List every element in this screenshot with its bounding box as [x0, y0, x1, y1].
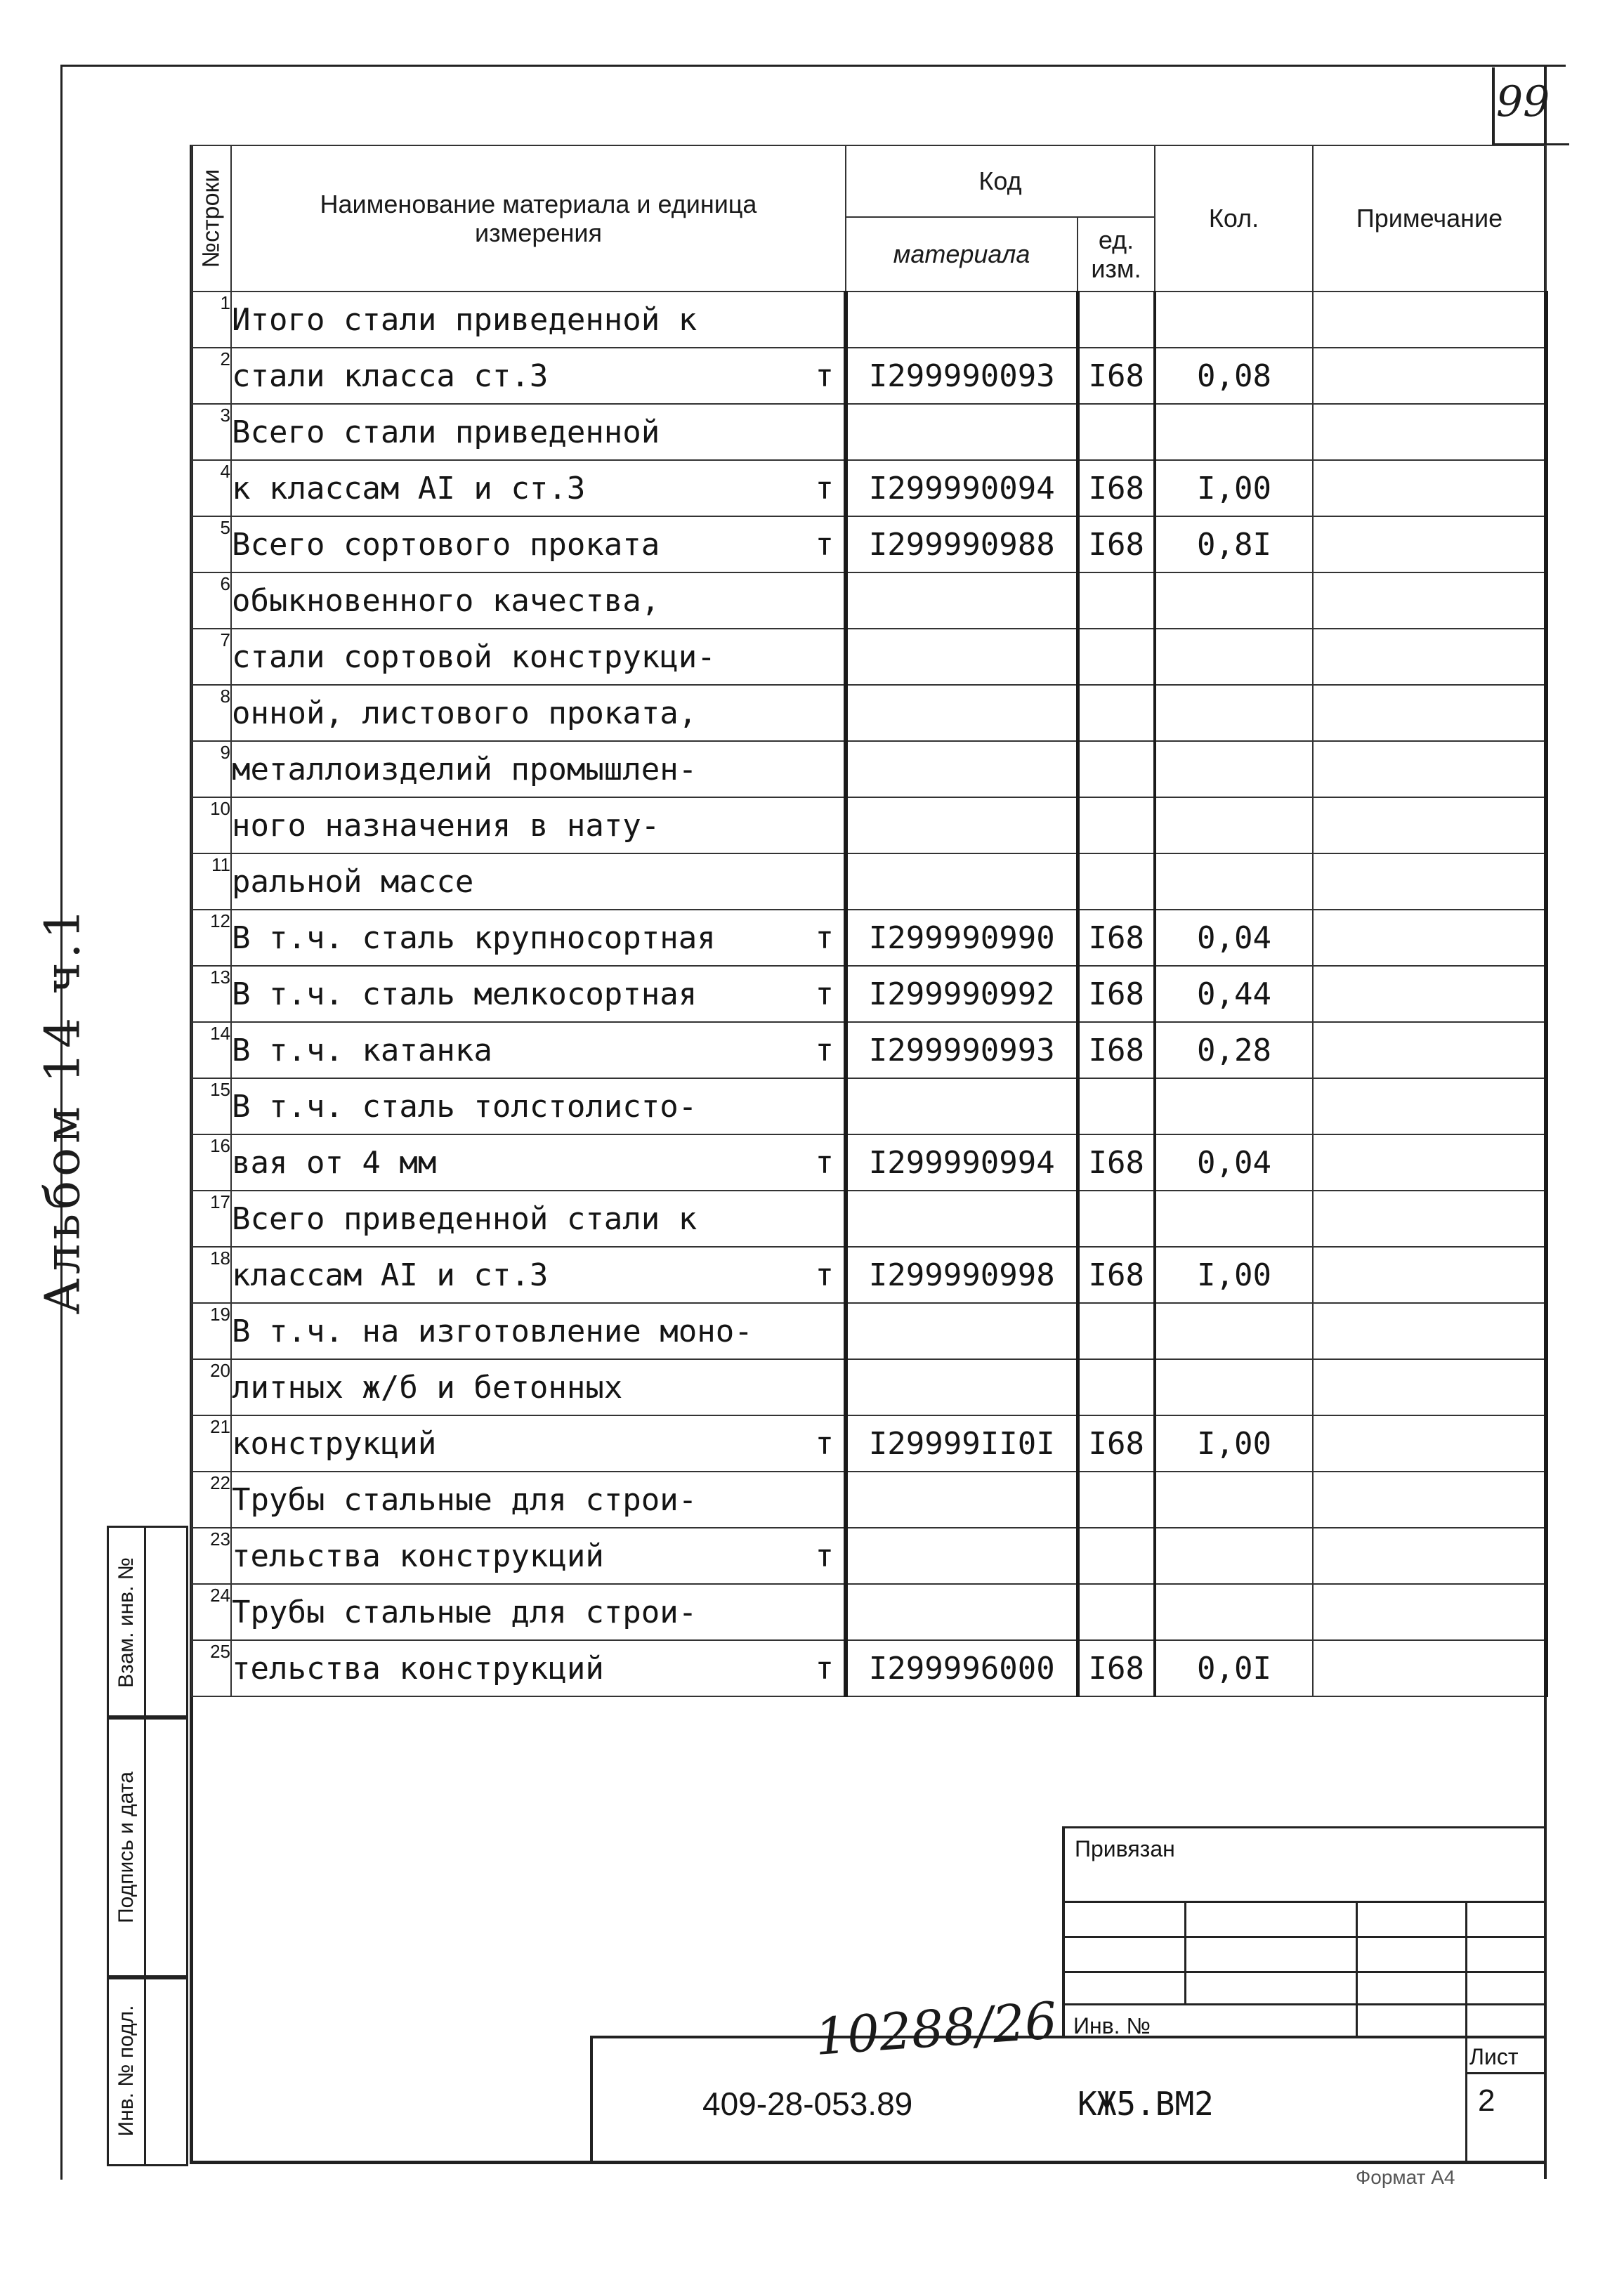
table-row — [192, 404, 1546, 460]
table-row — [192, 910, 1546, 966]
privyazan-label: Привязан — [1075, 1836, 1175, 1861]
row-number-cell: 3 — [192, 404, 231, 460]
stamp-sign-date-label: Подпись и дата — [114, 1772, 138, 1923]
material-code-cell — [846, 629, 1078, 685]
note-cell — [1313, 1584, 1546, 1640]
quantity-cell — [1155, 1584, 1313, 1640]
material-name-cell — [231, 1640, 846, 1696]
quantity-cell — [1155, 629, 1313, 685]
quantity-cell — [1155, 797, 1313, 853]
material-name-cell — [231, 1303, 846, 1359]
unit-code-cell — [1078, 741, 1155, 797]
sheet-number: 2 — [1478, 2083, 1495, 2118]
note-cell — [1313, 348, 1546, 404]
material-code-cell — [846, 685, 1078, 741]
note-cell — [1313, 966, 1546, 1022]
table-row — [192, 1134, 1546, 1191]
material-code-cell — [846, 1472, 1078, 1528]
note-cell — [1313, 292, 1546, 348]
table-row — [192, 685, 1546, 741]
unit-code-cell — [1078, 404, 1155, 460]
row-number-cell: 16 — [192, 1134, 231, 1191]
table-row — [192, 1584, 1546, 1640]
document-code: КЖ5.ВМ2 — [1078, 2085, 1214, 2123]
material-spec-table — [191, 145, 1548, 1697]
row-number-cell: 12 — [192, 910, 231, 966]
material-name-text: В т.ч. катанка — [232, 1032, 492, 1068]
unit-mark: т — [815, 470, 834, 506]
note-cell — [1313, 1528, 1546, 1584]
material-name-text: вая от 4 мм — [232, 1144, 437, 1181]
stamp-inv-podl-label: Инв. № подл. — [114, 2005, 138, 2137]
quantity-cell: 0,8I — [1155, 516, 1313, 572]
material-name-text: тельства конструкций — [232, 1538, 604, 1574]
note-cell — [1313, 1078, 1546, 1134]
unit-code-cell — [1078, 572, 1155, 629]
unit-code-cell — [1078, 1191, 1155, 1247]
material-name-cell — [231, 404, 846, 460]
unit-code-cell: I68 — [1078, 966, 1155, 1022]
table-row — [192, 1359, 1546, 1415]
table-row — [192, 1022, 1546, 1078]
material-name-text: литных ж/б и бетонных — [232, 1369, 623, 1406]
row-number-cell: 23 — [192, 1528, 231, 1584]
material-name-cell — [231, 516, 846, 572]
unit-mark: т — [815, 526, 834, 563]
material-name-cell — [231, 910, 846, 966]
unit-code-cell — [1078, 685, 1155, 741]
row-number-cell: 1 — [192, 292, 231, 348]
quantity-cell — [1155, 741, 1313, 797]
row-number-cell: 5 — [192, 516, 231, 572]
quantity-cell — [1155, 1528, 1313, 1584]
quantity-cell — [1155, 292, 1313, 348]
quantity-cell: 0,44 — [1155, 966, 1313, 1022]
material-name-text: обыкновенного качества, — [232, 582, 660, 619]
album-label: Альбом 14 ч.1 — [35, 904, 91, 1315]
table-row — [192, 1415, 1546, 1472]
row-number-cell: 15 — [192, 1078, 231, 1134]
material-name-cell — [231, 1022, 846, 1078]
material-code-cell: I299990094 — [846, 460, 1078, 516]
quantity-cell — [1155, 1303, 1313, 1359]
material-name-cell — [231, 1134, 846, 1191]
quantity-cell — [1155, 853, 1313, 910]
material-name-text: к классам AI и ст.3 — [232, 470, 586, 506]
material-name-cell — [231, 1415, 846, 1472]
note-cell — [1313, 1640, 1546, 1696]
material-code-cell — [846, 741, 1078, 797]
material-code-cell: I299990993 — [846, 1022, 1078, 1078]
unit-code-cell: I68 — [1078, 460, 1155, 516]
page-number-box-left — [1492, 67, 1495, 145]
unit-code-cell — [1078, 797, 1155, 853]
note-cell — [1313, 853, 1546, 910]
quantity-cell: 0,28 — [1155, 1022, 1313, 1078]
unit-code-cell: I68 — [1078, 1640, 1155, 1696]
quantity-cell: 0,04 — [1155, 1134, 1313, 1191]
material-name-cell — [231, 853, 846, 910]
material-name-text: Трубы стальные для строи- — [232, 1481, 698, 1518]
material-name-text: стали сортовой конструкци- — [232, 639, 716, 675]
unit-code-cell — [1078, 1303, 1155, 1359]
note-cell — [1313, 797, 1546, 853]
material-name-text: конструкций — [232, 1425, 437, 1462]
stamp-inv-podl — [107, 1975, 188, 2166]
unit-mark: т — [815, 1650, 834, 1687]
note-cell — [1313, 460, 1546, 516]
row-number-cell: 17 — [192, 1191, 231, 1247]
material-code-cell: I299990998 — [846, 1247, 1078, 1303]
material-code-header: материала — [846, 217, 1078, 292]
quantity-cell: 0,04 — [1155, 910, 1313, 966]
unit-code-cell — [1078, 1472, 1155, 1528]
stamp-vzam-inv — [107, 1526, 188, 1720]
material-code-cell — [846, 1584, 1078, 1640]
note-cell — [1313, 1022, 1546, 1078]
material-name-cell — [231, 1078, 846, 1134]
table-row — [192, 460, 1546, 516]
material-name-cell — [231, 741, 846, 797]
table-row — [192, 516, 1546, 572]
unit-mark: т — [815, 1425, 834, 1462]
note-cell — [1313, 572, 1546, 629]
table-row — [192, 797, 1546, 853]
material-name-cell — [231, 966, 846, 1022]
row-number-cell: 11 — [192, 853, 231, 910]
note-cell — [1313, 741, 1546, 797]
material-name-cell — [231, 685, 846, 741]
row-number-cell: 4 — [192, 460, 231, 516]
document-number: 409-28-053.89 — [702, 2086, 913, 2122]
material-code-cell — [846, 572, 1078, 629]
unit-code-cell: I68 — [1078, 910, 1155, 966]
unit-code-cell: I68 — [1078, 516, 1155, 572]
row-number-cell: 2 — [192, 348, 231, 404]
quantity-cell: I,00 — [1155, 1415, 1313, 1472]
material-code-cell — [846, 404, 1078, 460]
material-code-cell — [846, 1191, 1078, 1247]
inv-no-label: Инв. № — [1073, 2013, 1151, 2038]
material-code-cell — [846, 292, 1078, 348]
note-cell — [1313, 1247, 1546, 1303]
material-name-text: В т.ч. сталь крупносортная — [232, 919, 716, 956]
quantity-cell: 0,08 — [1155, 348, 1313, 404]
material-code-cell: I299990994 — [846, 1134, 1078, 1191]
row-number-cell: 7 — [192, 629, 231, 685]
material-code-cell: I299990093 — [846, 348, 1078, 404]
table-row — [192, 629, 1546, 685]
unit-code-cell: I68 — [1078, 1134, 1155, 1191]
material-name-text: Всего сортового проката — [232, 526, 660, 563]
table-row — [192, 1247, 1546, 1303]
table-row — [192, 1191, 1546, 1247]
material-code-cell: I299990992 — [846, 966, 1078, 1022]
material-name-text: тельства конструкций — [232, 1650, 604, 1687]
code-header: Код — [846, 145, 1155, 217]
unit-code-cell — [1078, 1078, 1155, 1134]
material-code-cell: I299996000 — [846, 1640, 1078, 1696]
note-cell — [1313, 1303, 1546, 1359]
row-number-cell: 13 — [192, 966, 231, 1022]
quantity-cell — [1155, 685, 1313, 741]
material-code-cell — [846, 1078, 1078, 1134]
row-number-cell: 6 — [192, 572, 231, 629]
format-label: Формат А4 — [1356, 2166, 1455, 2188]
unit-mark: т — [815, 976, 834, 1012]
material-name-cell — [231, 460, 846, 516]
row-number-cell: 22 — [192, 1472, 231, 1528]
material-name-text: Всего приведенной стали к — [232, 1200, 698, 1237]
note-cell — [1313, 1359, 1546, 1415]
row-number-cell: 21 — [192, 1415, 231, 1472]
note-cell — [1313, 516, 1546, 572]
quantity-header: Кол. — [1155, 145, 1313, 292]
unit-mark: т — [815, 919, 834, 956]
material-code-cell: I299990988 — [846, 516, 1078, 572]
quantity-cell — [1155, 1359, 1313, 1415]
material-code-cell: I299990990 — [846, 910, 1078, 966]
table-row — [192, 572, 1546, 629]
material-code-cell: I29999II0I — [846, 1415, 1078, 1472]
row-number-cell: 10 — [192, 797, 231, 853]
sheet-frame-bottom — [190, 2161, 1544, 2164]
sheet-label: Лист — [1469, 2044, 1519, 2069]
unit-code-cell: I68 — [1078, 1022, 1155, 1078]
material-name-text: онной, листового проката, — [232, 695, 698, 731]
material-name-cell — [231, 1584, 846, 1640]
table-row — [192, 348, 1546, 404]
row-number-cell: 20 — [192, 1359, 231, 1415]
row-number-cell: 25 — [192, 1640, 231, 1696]
unit-code-cell — [1078, 1584, 1155, 1640]
table-row — [192, 1528, 1546, 1584]
material-code-cell — [846, 1359, 1078, 1415]
unit-code-cell — [1078, 853, 1155, 910]
unit-code-cell: I68 — [1078, 1247, 1155, 1303]
table-row — [192, 1078, 1546, 1134]
row-number-cell: 14 — [192, 1022, 231, 1078]
note-cell — [1313, 685, 1546, 741]
note-cell — [1313, 1472, 1546, 1528]
note-cell — [1313, 910, 1546, 966]
material-name-text: Всего стали приведенной — [232, 414, 660, 450]
note-cell — [1313, 404, 1546, 460]
material-name-cell — [231, 292, 846, 348]
table-row — [192, 1472, 1546, 1528]
unit-code-cell — [1078, 1359, 1155, 1415]
material-name-text: стали класса ст.3 — [232, 358, 549, 394]
table-row — [192, 292, 1546, 348]
material-name-cell — [231, 1472, 846, 1528]
quantity-cell: I,00 — [1155, 460, 1313, 516]
material-name-text: ральной массе — [232, 863, 474, 900]
material-name-cell — [231, 348, 846, 404]
quantity-cell — [1155, 1078, 1313, 1134]
row-number-cell: 18 — [192, 1247, 231, 1303]
quantity-cell — [1155, 404, 1313, 460]
table-row — [192, 1640, 1546, 1696]
unit-code-cell — [1078, 629, 1155, 685]
quantity-cell — [1155, 1191, 1313, 1247]
note-header: Примечание — [1313, 145, 1546, 292]
unit-mark: т — [815, 1257, 834, 1293]
table-row — [192, 741, 1546, 797]
material-name-text: Трубы стальные для строи- — [232, 1594, 698, 1630]
material-name-cell — [231, 1191, 846, 1247]
material-name-cell — [231, 629, 846, 685]
material-name-cell — [231, 572, 846, 629]
material-name-header: Наименование материала и единица измерения — [231, 145, 846, 292]
material-name-cell — [231, 797, 846, 853]
material-name-text: металлоизделий промышлен- — [232, 751, 698, 787]
material-name-cell — [231, 1359, 846, 1415]
material-code-cell — [846, 797, 1078, 853]
quantity-cell — [1155, 572, 1313, 629]
material-name-text: В т.ч. сталь толстолисто- — [232, 1088, 698, 1125]
row-number-cell: 8 — [192, 685, 231, 741]
unit-mark: т — [815, 1144, 834, 1181]
material-name-text: классам AI и ст.3 — [232, 1257, 549, 1293]
material-name-cell — [231, 1528, 846, 1584]
row-number-cell: 9 — [192, 741, 231, 797]
unit-code-cell: I68 — [1078, 348, 1155, 404]
material-code-cell — [846, 1303, 1078, 1359]
table-row — [192, 1303, 1546, 1359]
quantity-cell: 0,0I — [1155, 1640, 1313, 1696]
material-name-text: В т.ч. на изготовление моно- — [232, 1313, 753, 1349]
unit-code-header: ед. изм. — [1078, 217, 1155, 292]
material-code-cell — [846, 1528, 1078, 1584]
material-code-cell — [846, 853, 1078, 910]
unit-mark: т — [815, 1032, 834, 1068]
note-cell — [1313, 1415, 1546, 1472]
note-cell — [1313, 629, 1546, 685]
page-number: 99 — [1496, 77, 1550, 126]
unit-code-cell — [1078, 1528, 1155, 1584]
stamp-vzam-inv-label: Взам. инв. № — [114, 1557, 138, 1688]
quantity-cell — [1155, 1472, 1313, 1528]
material-name-text: Итого стали приведенной к — [232, 301, 698, 338]
row-number-cell: 19 — [192, 1303, 231, 1359]
row-number-header: №строки — [192, 145, 231, 292]
handwritten-number: 10288/26 — [813, 1991, 1059, 2067]
note-cell — [1313, 1134, 1546, 1191]
material-name-text: В т.ч. сталь мелкосортная — [232, 976, 698, 1012]
unit-mark: т — [815, 1538, 834, 1574]
stamp-sign-date — [107, 1715, 188, 1979]
unit-code-cell: I68 — [1078, 1415, 1155, 1472]
note-cell — [1313, 1191, 1546, 1247]
material-name-text: ного назначения в нату- — [232, 807, 660, 844]
quantity-cell: I,00 — [1155, 1247, 1313, 1303]
table-row — [192, 966, 1546, 1022]
unit-code-cell — [1078, 292, 1155, 348]
unit-mark: т — [815, 358, 834, 394]
row-number-cell: 24 — [192, 1584, 231, 1640]
table-row — [192, 853, 1546, 910]
material-name-cell — [231, 1247, 846, 1303]
